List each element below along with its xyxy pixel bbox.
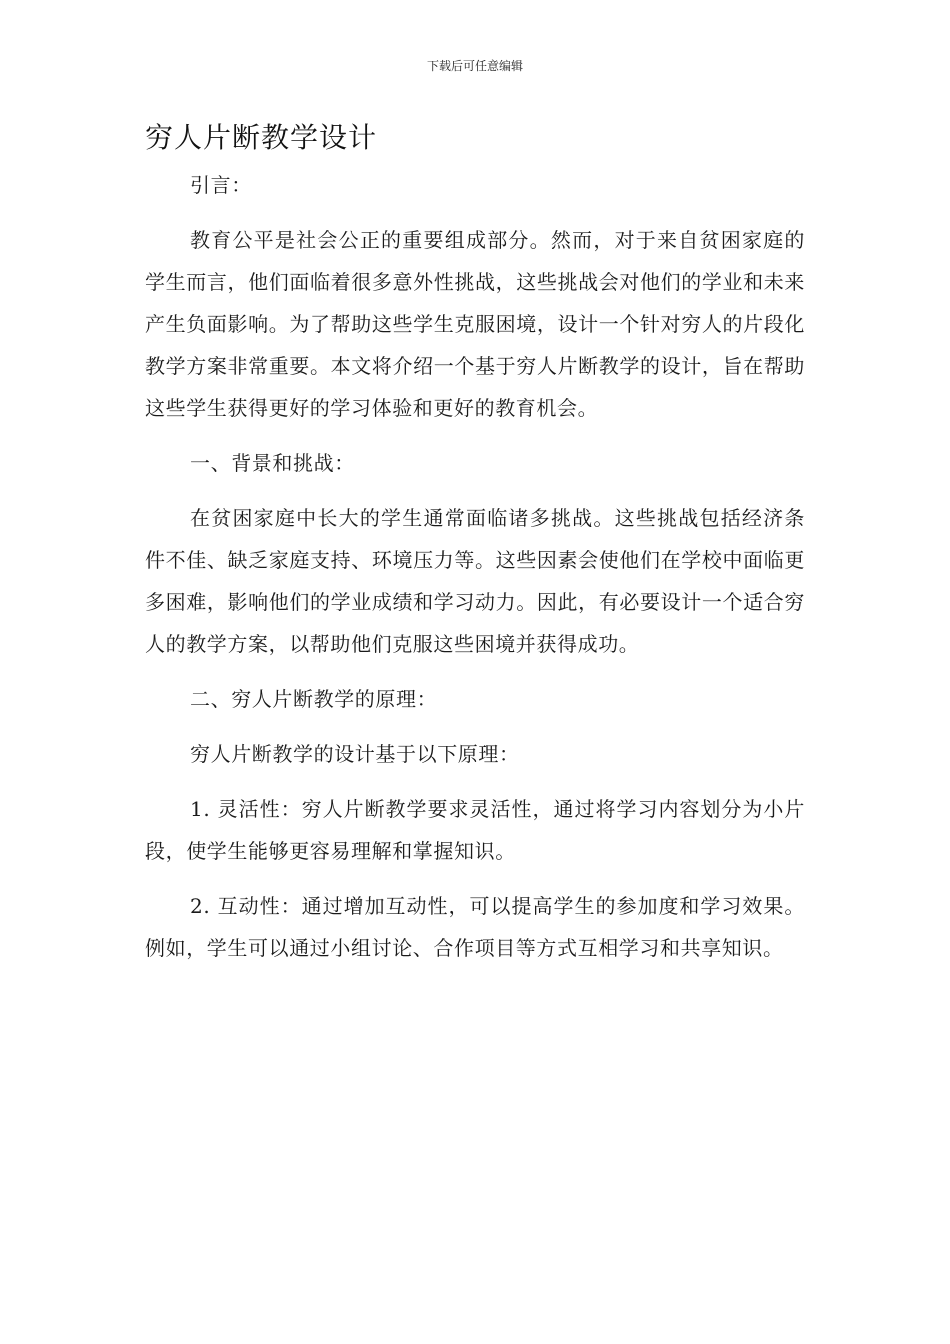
header-note: 下载后可任意编辑 bbox=[426, 59, 523, 73]
principles-intro: 穷人片断教学的设计基于以下原理： bbox=[190, 742, 520, 766]
section-heading-principles: 二、穷人片断教学的原理： bbox=[190, 687, 438, 711]
principle-item-interactivity: 2. 互动性：通过增加互动性，可以提高学生的参加度和学习效果。例如，学生可以通过小组讨论、合作项目等方式互相学习和共享知识。 bbox=[145, 894, 805, 960]
intro-heading: 引言： bbox=[190, 173, 252, 197]
document-title: 穷人片断教学设计 bbox=[145, 121, 378, 154]
document-body bbox=[145, 164, 805, 982]
principle-item-flexibility: 1. 灵活性：穷人片断教学要求灵活性，通过将学习内容划分为小片段，使学生能够更容易理解和掌握知识。 bbox=[145, 797, 805, 863]
background-paragraph: 在贫困家庭中长大的学生通常面临诸多挑战。这些挑战包括经济条件不佳、缺乏家庭支持、环境压力等。这些因素会使他们在学校中面临更多困难，影响他们的学业成绩和学习动力。因此，有必要设计一个适合穷人的教学方案，以帮助他们克服这些困境并获得成功。 bbox=[145, 506, 805, 656]
intro-paragraph: 教育公平是社会公正的重要组成部分。然而，对于来自贫困家庭的学生而言，他们面临着很多意外性挑战，这些挑战会对他们的学业和未来产生负面影响。为了帮助这些学生克服困境，设计一个针对穷人的片段化教学方案非常重要。本文将介绍一个基于穷人片断教学的设计，旨在帮助这些学生获得更好的学习体验和更好的教育机会。 bbox=[145, 228, 805, 420]
section-heading-background: 一、背景和挑战： bbox=[190, 451, 355, 475]
